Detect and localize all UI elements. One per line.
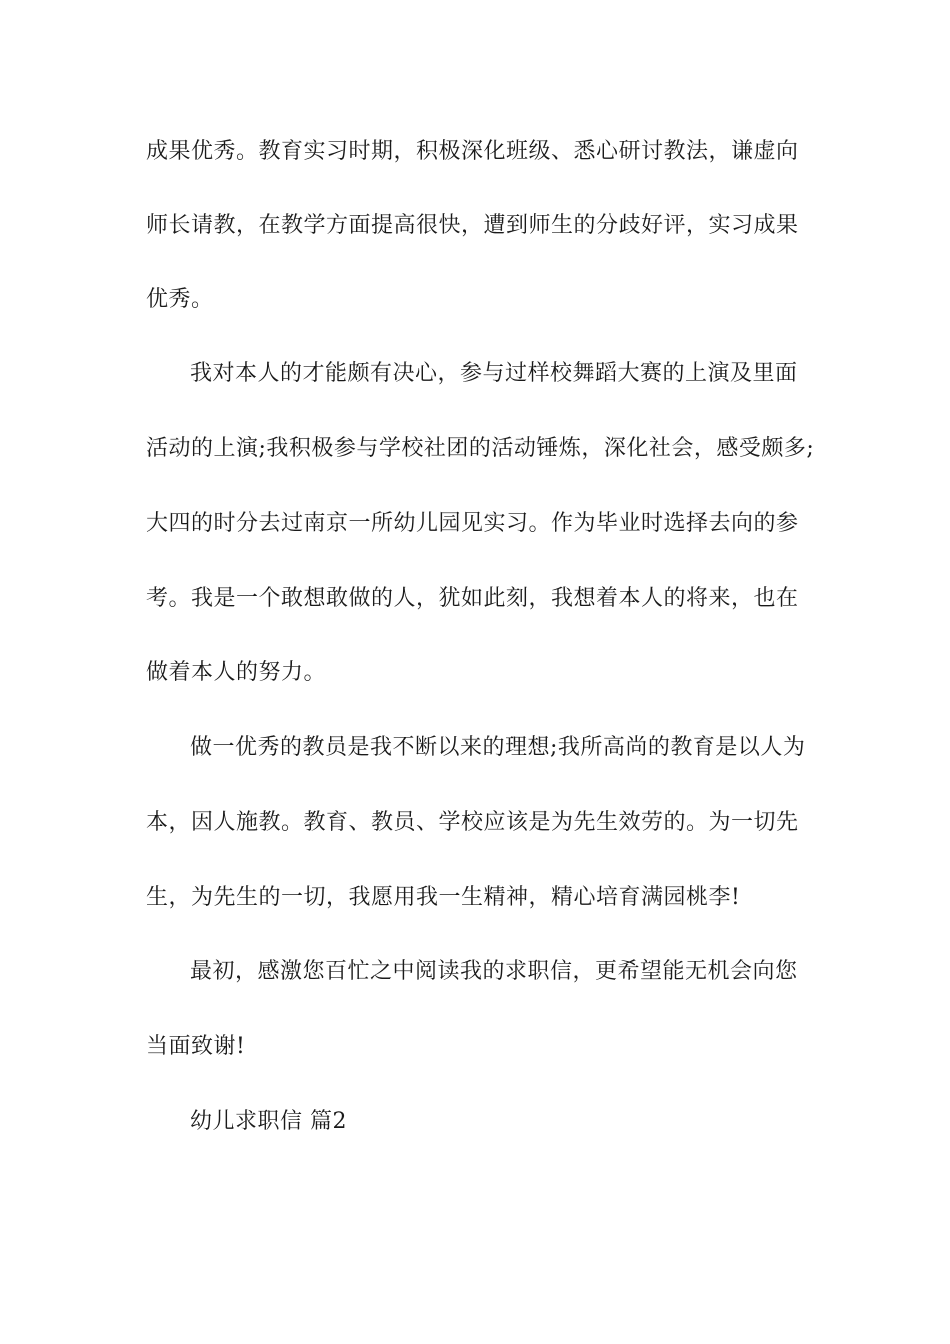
paragraph-line: 优秀。 bbox=[146, 287, 214, 312]
paragraph-line: 活动的上演;我积极参与学校社团的活动锤炼，深化社会，感受颇多; bbox=[146, 436, 815, 461]
paragraph-line: 做一优秀的教员是我不断以来的理想;我所高尚的教育是以人为 bbox=[190, 735, 806, 760]
section-heading: 幼儿求职信 篇2 bbox=[190, 1109, 347, 1134]
paragraph-line: 生，为先生的一切，我愿用我一生精神，精心培育满园桃李! bbox=[146, 885, 741, 910]
paragraph-line: 我对本人的才能颇有决心，参与过样校舞蹈大赛的上演及里面 bbox=[190, 361, 798, 386]
paragraph-line: 成果优秀。教育实习时期，积极深化班级、悉心研讨教法，谦虚向 bbox=[146, 139, 799, 164]
paragraph-line: 大四的时分去过南京一所幼儿园见实习。作为毕业时选择去向的参 bbox=[146, 511, 799, 536]
paragraph-line: 最初，感激您百忙之中阅读我的求职信，更希望能无机会向您 bbox=[190, 959, 798, 984]
paragraph-line: 做着本人的努力。 bbox=[146, 660, 327, 685]
paragraph-line: 本，因人施教。教育、教员、学校应该是为先生效劳的。为一切先 bbox=[146, 810, 799, 835]
paragraph-line: 考。我是一个敢想敢做的人，犹如此刻，我想着本人的将来，也在 bbox=[146, 586, 799, 611]
paragraph-line: 当面致谢! bbox=[146, 1034, 246, 1059]
paragraph-line: 师长请教，在教学方面提高很快，遭到师生的分歧好评，实习成果 bbox=[146, 213, 799, 238]
